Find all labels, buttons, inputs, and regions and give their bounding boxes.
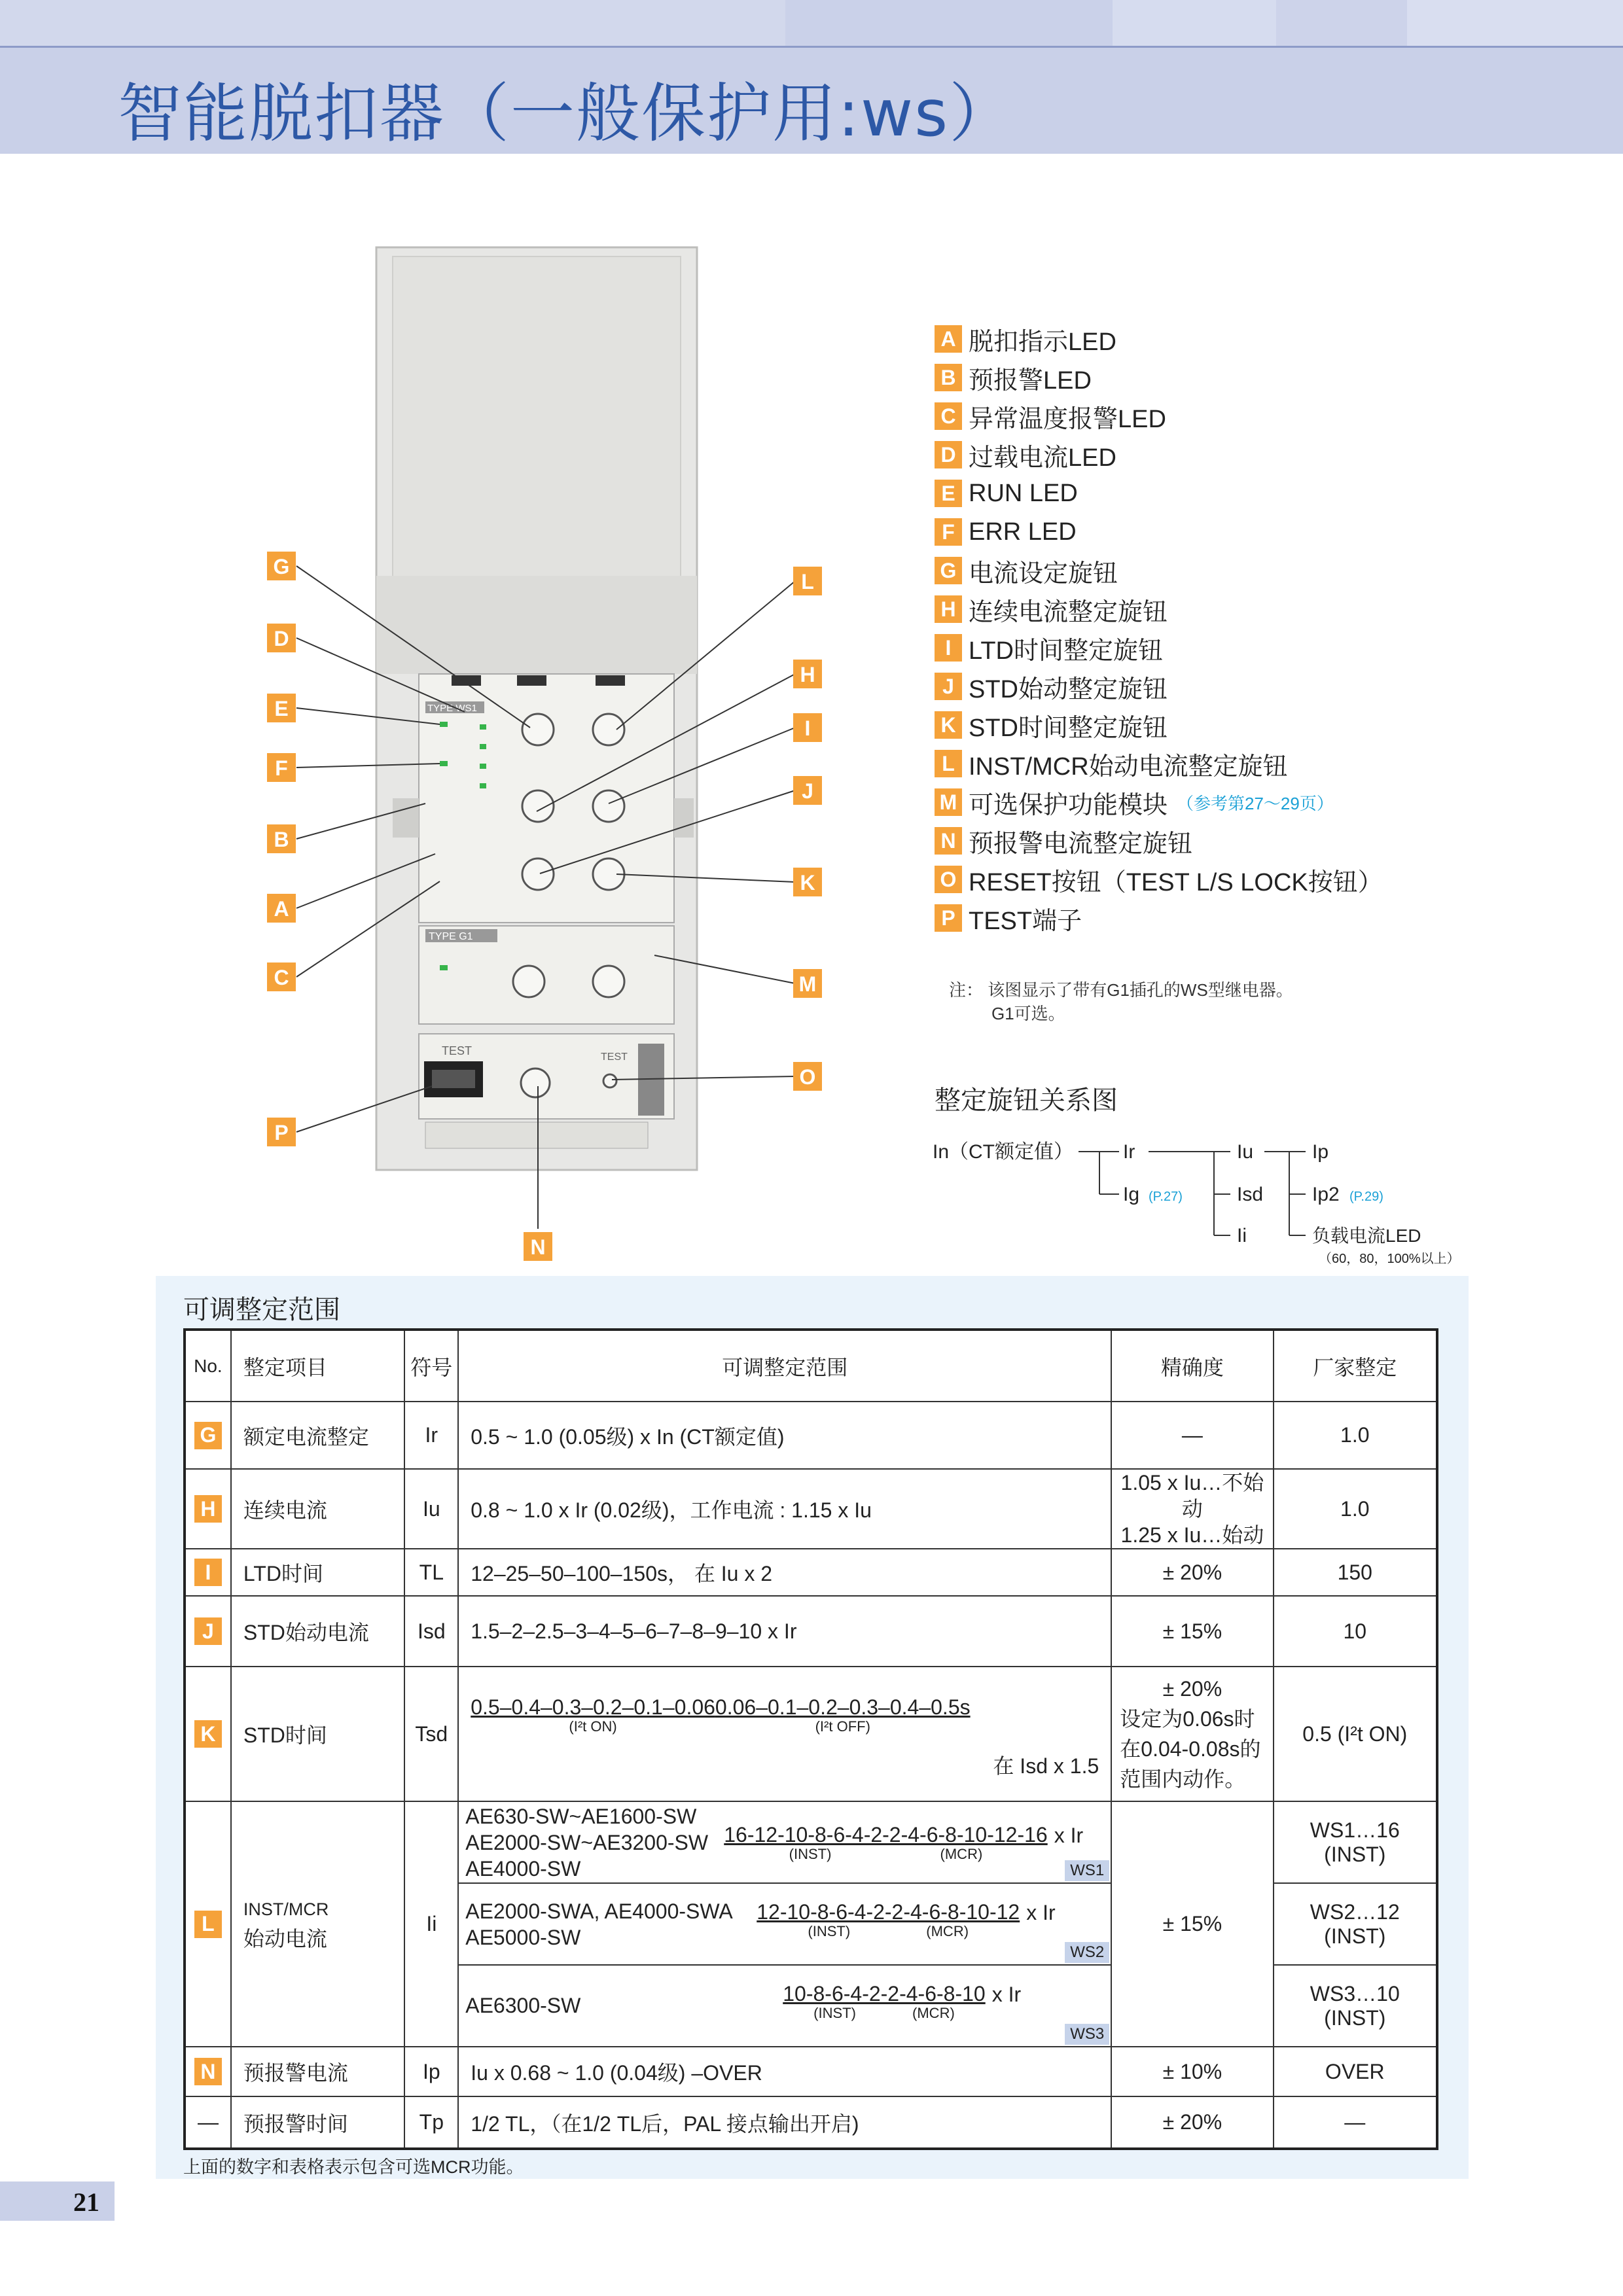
- callout-i: [793, 713, 822, 742]
- callout-o: [793, 1062, 822, 1091]
- ws2-sequence: 12-10-8-6-4-2-2-4-6-8-10-12: [757, 1900, 1020, 1924]
- ws2-range: [458, 1883, 1111, 1965]
- svg-text:L: L: [801, 570, 814, 593]
- row-symbol: Tsd: [404, 1667, 458, 1801]
- mcr-label: (MCR): [912, 2005, 955, 2021]
- row-symbol: Isd: [404, 1596, 458, 1667]
- note-line-2: G1可选。: [991, 1004, 1065, 1023]
- row-no: [185, 1469, 231, 1549]
- callout-p: [267, 1118, 296, 1146]
- mcr-label: (MCR): [926, 1923, 969, 1939]
- ws1-default: WS1…16 (INST): [1274, 1801, 1437, 1883]
- svg-text:B: B: [274, 828, 289, 851]
- ws1-model-3: AE4000-SW: [465, 1856, 581, 1881]
- relation-ii: Ii: [1237, 1225, 1247, 1246]
- accuracy-line-1: 1.05 x Iu…不始动: [1120, 1471, 1264, 1521]
- ws3-inst-mcr: [783, 2006, 985, 2021]
- svg-text:E: E: [274, 697, 289, 720]
- legend-label: STD时间整定旋钮: [969, 714, 1168, 742]
- ws1-inst-mcr: [724, 1847, 1047, 1862]
- row-symbol: Ir: [404, 1402, 458, 1469]
- badge: I: [935, 634, 962, 662]
- table-row: [185, 1549, 1437, 1596]
- legend-item-f: [935, 515, 1077, 549]
- inst-label: (INST): [789, 1846, 832, 1862]
- relation-iu: Iu: [1237, 1141, 1254, 1163]
- ws1-sequence: 16-12-10-8-6-4-2-2-4-6-8-10-12-16: [724, 1823, 1048, 1846]
- svg-text:M: M: [798, 972, 817, 996]
- row-accuracy: [1111, 1469, 1273, 1549]
- table-header-row: [185, 1330, 1437, 1402]
- legend-label: 可选保护功能模块: [969, 791, 1168, 819]
- legend-label: 脱扣指示LED: [969, 328, 1116, 356]
- row-accuracy: ± 15%: [1111, 1596, 1273, 1667]
- row-range: 1/2 TL，（在1/2 TL后，PAL 接点输出开启): [458, 2096, 1111, 2149]
- badge: I: [194, 1559, 222, 1586]
- legend-item-m: [935, 785, 1334, 819]
- row-symbol: Ip: [404, 2047, 458, 2096]
- relation-ip2: Ip2: [1312, 1184, 1340, 1205]
- row-range: Iu x 0.68 ~ 1.0 (0.04级) –OVER: [458, 2047, 1111, 2096]
- badge: K: [194, 1720, 222, 1748]
- svg-text:D: D: [274, 627, 289, 650]
- header-range: 可调整定范围: [458, 1330, 1111, 1402]
- table-row: [185, 1801, 1437, 1883]
- table-row: [185, 1596, 1437, 1667]
- svg-text:N: N: [530, 1235, 546, 1259]
- table-row: [185, 2047, 1437, 2096]
- header-default: 厂家整定: [1274, 1330, 1437, 1402]
- relation-ir: Ir: [1123, 1141, 1135, 1163]
- row-item: 预报警电流: [231, 2047, 405, 2096]
- accuracy-line-2: 设定为0.06s时: [1120, 1707, 1255, 1731]
- test-label: TEST: [442, 1044, 473, 1057]
- callout-n: [524, 1232, 552, 1261]
- svg-text:A: A: [274, 897, 289, 921]
- std-time-off-label: (I²t OFF): [815, 1718, 870, 1735]
- badge: E: [935, 480, 962, 507]
- relation-led-note: （60，80，100%以上）: [1319, 1252, 1460, 1266]
- row-symbol: Iu: [404, 1469, 458, 1549]
- ws1-model-2: AE2000-SW~AE3200-SW: [465, 1830, 709, 1854]
- row-accuracy: ± 10%: [1111, 2047, 1273, 2096]
- callout-a: [267, 894, 296, 923]
- legend-item-p: [935, 901, 1082, 935]
- row-no: —: [185, 2096, 231, 2149]
- badge: D: [935, 441, 962, 468]
- row-range: 0.8 ~ 1.0 x Ir (0.02级)，工作电流 : 1.15 x Iu: [458, 1469, 1111, 1549]
- legend-item-a: [935, 322, 1116, 356]
- row-item: LTD时间: [231, 1549, 405, 1596]
- badge: P: [935, 904, 962, 932]
- callout-l: [793, 567, 822, 595]
- ws1-unit: x Ir: [1054, 1824, 1084, 1847]
- badge: A: [935, 325, 962, 353]
- badge: G: [935, 557, 962, 584]
- page-number-band: [0, 2181, 115, 2221]
- table-row: [185, 2096, 1437, 2149]
- row-range: 12–25–50–100–150s， 在 Iu x 2: [458, 1549, 1111, 1596]
- ws2-tag: WS2: [1065, 1942, 1109, 1963]
- badge: H: [194, 1495, 222, 1523]
- callout-m: [793, 969, 822, 998]
- legend-item-g: [935, 554, 1118, 588]
- ws3-sequence: 10-8-6-4-2-2-4-6-8-10: [783, 1982, 986, 2005]
- svg-text:I: I: [804, 716, 811, 740]
- row-item: [231, 1801, 405, 2047]
- legend-label: LTD时间整定旋钮: [969, 637, 1163, 665]
- legend-label: 预报警电流整定旋钮: [969, 830, 1193, 858]
- row-range: 1.5–2–2.5–3–4–5–6–7–8–9–10 x Ir: [458, 1596, 1111, 1667]
- row-no: [185, 2047, 231, 2096]
- row-symbol: Tp: [404, 2096, 458, 2149]
- legend-item-d: [935, 438, 1116, 472]
- svg-text:P: P: [274, 1121, 289, 1144]
- row-default: 0.5 (I²t ON): [1274, 1667, 1437, 1801]
- badge: J: [935, 673, 962, 700]
- header-accuracy: 精确度: [1111, 1330, 1273, 1402]
- legend-label: 连续电流整定旋钮: [969, 598, 1168, 626]
- relation-ig-ref: (P.27): [1149, 1190, 1183, 1204]
- legend-label: ERR LED: [969, 518, 1077, 546]
- relation-isd: Isd: [1237, 1184, 1264, 1205]
- row-default: 150: [1274, 1549, 1437, 1596]
- inst-label: (INST): [813, 2005, 856, 2021]
- note: [949, 978, 1293, 1025]
- page-title: 智能脱扣器（一般保护用:ws）: [118, 77, 1015, 151]
- legend-item-k: [935, 708, 1168, 742]
- row-item: 连续电流: [231, 1469, 405, 1549]
- row-default: OVER: [1274, 2047, 1437, 2096]
- accuracy-line-3: 在0.04-0.08s的: [1120, 1737, 1261, 1761]
- legend-item-h: [935, 592, 1168, 626]
- item-line-2: 始动电流: [243, 1926, 327, 1951]
- relation-in: In（CT额定值）: [933, 1141, 1074, 1163]
- ws3-range: [458, 1965, 1111, 2047]
- row-no: [185, 1667, 231, 1801]
- callout-h: [793, 660, 822, 688]
- mcr-label: (MCR): [940, 1846, 983, 1862]
- accuracy-line-1: ± 20%: [1162, 1677, 1222, 1701]
- accuracy-line-2: 1.25 x Iu…始动: [1120, 1523, 1264, 1547]
- ws1-model-1: AE630-SW~AE1600-SW: [465, 1804, 697, 1828]
- svg-text:O: O: [799, 1065, 816, 1089]
- std-time-off-seq: 0.06–0.1–0.2–0.3–0.4–0.5s: [715, 1695, 971, 1719]
- badge: B: [935, 364, 962, 391]
- callout-b: [267, 824, 296, 853]
- badge: H: [935, 595, 962, 623]
- callout-g: [267, 552, 296, 580]
- row-no: [185, 1596, 231, 1667]
- ws3-model-1: AE6300-SW: [465, 1994, 581, 2017]
- note-line-1: 注： 该图显示了带有G1插孔的WS型继电器。: [949, 980, 1293, 1000]
- table-title: 可调整定范围: [183, 1296, 340, 1324]
- legend-label: TEST端子: [969, 907, 1082, 935]
- legend-item-j: [935, 669, 1168, 703]
- row-no: [185, 1801, 231, 2047]
- std-time-condition: 在 Isd x 1.5: [993, 1754, 1099, 1778]
- row-accuracy: ± 20%: [1111, 2096, 1273, 2149]
- relation-ip: Ip: [1312, 1141, 1329, 1163]
- legend-label: STD始动整定旋钮: [969, 675, 1168, 703]
- legend-label: 异常温度报警LED: [969, 405, 1166, 433]
- badge: L: [194, 1911, 222, 1938]
- ws1-range: [458, 1801, 1111, 1883]
- type-ws1-label: TYPE WS1: [427, 703, 477, 714]
- badge: C: [935, 402, 962, 430]
- legend-label: 电流设定旋钮: [969, 559, 1118, 588]
- row-item: STD始动电流: [231, 1596, 405, 1667]
- page-number: 21: [73, 2187, 99, 2217]
- svg-text:K: K: [800, 871, 815, 894]
- ws2-model-1: AE2000-SWA, AE4000-SWA: [465, 1899, 733, 1923]
- legend-label: 预报警LED: [969, 366, 1092, 395]
- callout-d: [267, 624, 296, 652]
- ws2-unit: x Ir: [1026, 1901, 1056, 1924]
- row-no: [185, 1549, 231, 1596]
- svg-text:H: H: [800, 663, 815, 686]
- trip-unit-illustration: [273, 245, 897, 1273]
- header-band: [0, 0, 1623, 154]
- row-symbol: Ii: [404, 1801, 458, 2047]
- legend-item-i: [935, 631, 1163, 665]
- settings-table: [183, 1328, 1438, 2150]
- ws2-model-2: AE5000-SW: [465, 1925, 581, 1949]
- row-default: 1.0: [1274, 1402, 1437, 1469]
- table-row: [185, 1667, 1437, 1801]
- legend-label: 过载电流LED: [969, 444, 1116, 472]
- inst-label: (INST): [808, 1923, 851, 1939]
- callout-e: [267, 694, 296, 722]
- type-g1-label: TYPE G1: [429, 931, 473, 942]
- badge: O: [935, 866, 962, 893]
- header-no: No.: [185, 1330, 231, 1402]
- callout-f: [267, 753, 296, 782]
- row-accuracy: —: [1111, 1402, 1273, 1469]
- row-accuracy: [1111, 1667, 1273, 1801]
- legend-item-c: [935, 399, 1166, 433]
- relation-diagram: [929, 1125, 1479, 1276]
- svg-text:G: G: [273, 555, 290, 578]
- ws2-inst-mcr: [757, 1924, 1020, 1939]
- badge: F: [935, 518, 962, 546]
- row-default: 1.0: [1274, 1469, 1437, 1549]
- ws1-tag: WS1: [1065, 1860, 1109, 1881]
- table-footnote: 上面的数字和表格表示包含可选MCR功能。: [183, 2157, 524, 2177]
- row-item: 额定电流整定: [231, 1402, 405, 1469]
- callout-k: [793, 868, 822, 896]
- row-default: 10: [1274, 1596, 1437, 1667]
- svg-text:J: J: [802, 779, 813, 803]
- row-item: STD时间: [231, 1667, 405, 1801]
- legend-item-n: [935, 824, 1192, 858]
- legend-item-b: [935, 361, 1092, 395]
- relation-led: 负载电流LED: [1312, 1226, 1421, 1246]
- legend-page-ref: （参考第27～29页）: [1177, 793, 1334, 813]
- callout-j: [793, 776, 822, 805]
- relation-title: 整定旋钮关系图: [935, 1086, 1118, 1115]
- header-item: 整定项目: [231, 1330, 405, 1402]
- badge: N: [194, 2058, 222, 2085]
- header-stripes: [0, 0, 1623, 46]
- std-time-on-seq: 0.5–0.4–0.3–0.2–0.1–0.06: [471, 1695, 715, 1719]
- table-row: [185, 1402, 1437, 1469]
- row-no: [185, 1402, 231, 1469]
- row-accuracy: ± 20%: [1111, 1549, 1273, 1596]
- svg-text:C: C: [274, 966, 289, 989]
- row-item: 预报警时间: [231, 2096, 405, 2149]
- ws2-default: WS2…12 (INST): [1274, 1883, 1437, 1965]
- ws3-unit: x Ir: [991, 1983, 1022, 2006]
- relation-ip2-ref: (P.29): [1349, 1190, 1383, 1204]
- badge: J: [194, 1617, 222, 1645]
- ws3-default: WS3…10 (INST): [1274, 1965, 1437, 2047]
- ws3-tag: WS3: [1065, 2024, 1109, 2045]
- badge: G: [194, 1422, 222, 1449]
- badge: N: [935, 827, 962, 855]
- row-symbol: TL: [404, 1549, 458, 1596]
- header-symbol: 符号: [404, 1330, 458, 1402]
- legend-label: RESET按钮（TEST L/S LOCK按钮）: [969, 868, 1383, 896]
- table-row: [185, 1469, 1437, 1549]
- test-button-label: TEST: [601, 1051, 628, 1063]
- legend-item-l: [935, 747, 1288, 781]
- legend-item-e: [935, 476, 1078, 510]
- row-range: [458, 1667, 1111, 1801]
- legend-item-o: [935, 862, 1383, 896]
- badge: M: [935, 788, 962, 816]
- badge: L: [935, 750, 962, 777]
- relation-ig: Ig: [1123, 1184, 1140, 1205]
- row-range: 0.5 ~ 1.0 (0.05级) x In (CT额定值): [458, 1402, 1111, 1469]
- legend-label: INST/MCR始动电流整定旋钮: [969, 752, 1288, 781]
- row-default: —: [1274, 2096, 1437, 2149]
- header-rule: [0, 46, 1623, 48]
- legend-label: RUN LED: [969, 479, 1078, 507]
- svg-text:F: F: [275, 756, 288, 780]
- badge: K: [935, 711, 962, 739]
- callout-c: [267, 963, 296, 991]
- item-line-1: INST/MCR: [243, 1899, 329, 1919]
- row-accuracy: ± 15%: [1111, 1801, 1273, 2047]
- accuracy-line-4: 范围内动作。: [1120, 1767, 1246, 1791]
- std-time-on-label: (I²t ON): [569, 1718, 617, 1735]
